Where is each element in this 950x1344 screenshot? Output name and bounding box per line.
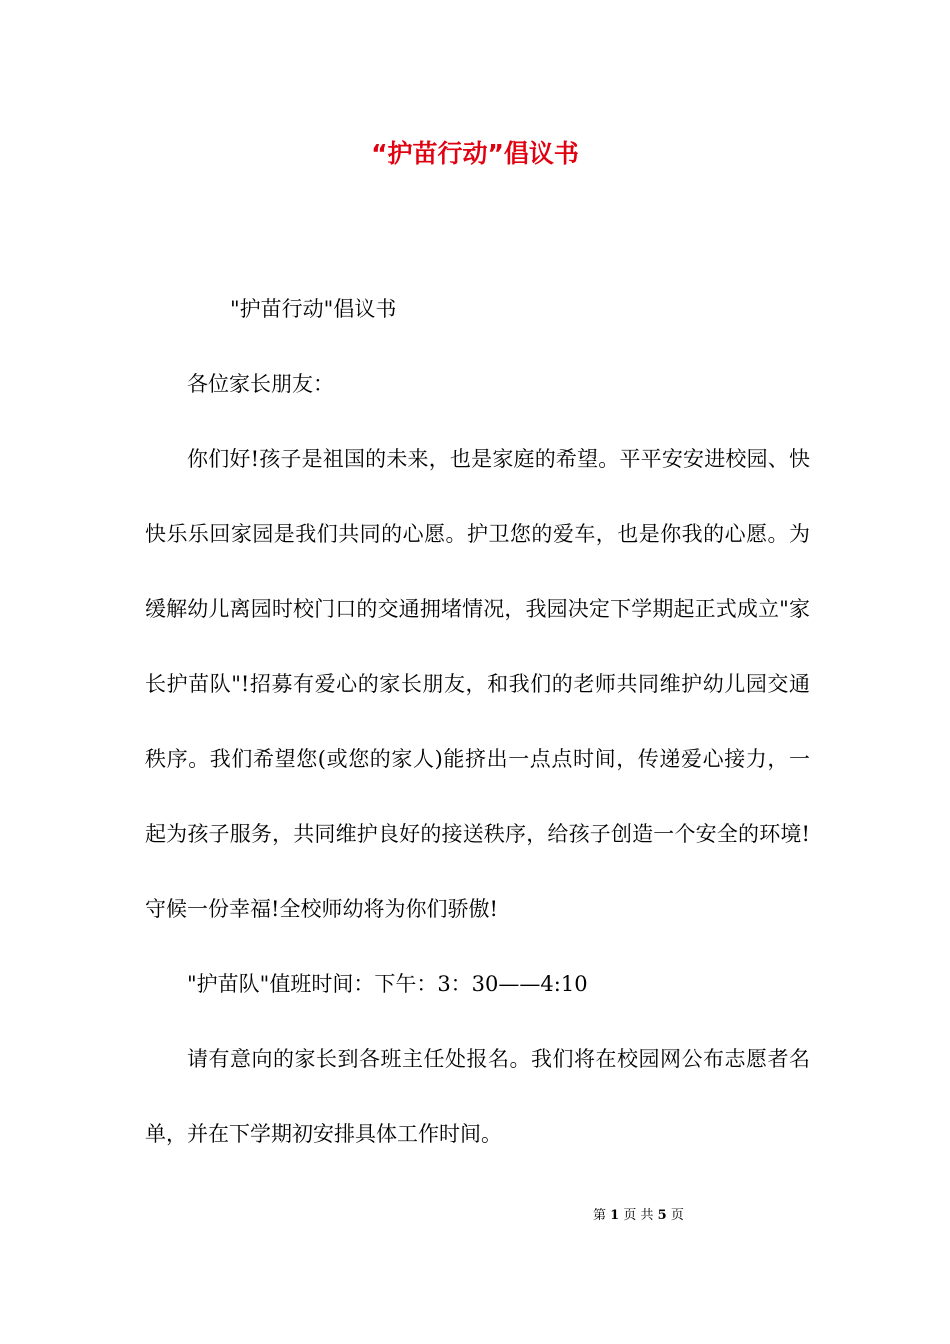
salutation: 各位家长朋友： — [187, 372, 334, 396]
footer-prefix: 第 — [593, 1208, 607, 1223]
duty-time-paragraph: "护苗队"值班时间：下午：3：30——4:10 — [187, 972, 588, 996]
footer-page-number: 1 — [610, 1208, 620, 1223]
footer-suffix: 页 — [670, 1208, 684, 1223]
footer-total-pages: 5 — [657, 1208, 667, 1223]
body-paragraph-main: 你们好!孩子是祖国的未来，也是家庭的希望。平平安安进校园、快快乐乐回家园是我们共同的心愿。护卫您的爱车，也是你我的心愿。为缓解幼儿离园时校门口的交通拥堵情况，我园决定下学期起正式成立"家长护苗队"!招募有爱心的家长朋友，和我们的老师共同维护幼儿园交通秩序。我们希望您(或您的家人)能挤出一点点时间，传递爱心接力，一起为孩子服务，共同维护良好的接送秩序，给孩子创造一个安全的环境!守候一份幸福!全校师幼将为你们骄傲! — [145, 447, 810, 921]
page-title: “护苗行动”倡议书 — [371, 139, 579, 168]
registration-paragraph: 请有意向的家长到各班主任处报名。我们将在校园网公布志愿者名单，并在下学期初安排具体工作时间。 — [145, 1047, 810, 1146]
document-subtitle: "护苗行动"倡议书 — [230, 297, 397, 321]
document-body — [145, 272, 810, 1172]
page-footer — [593, 1206, 684, 1226]
footer-middle: 页 共 — [623, 1208, 654, 1223]
